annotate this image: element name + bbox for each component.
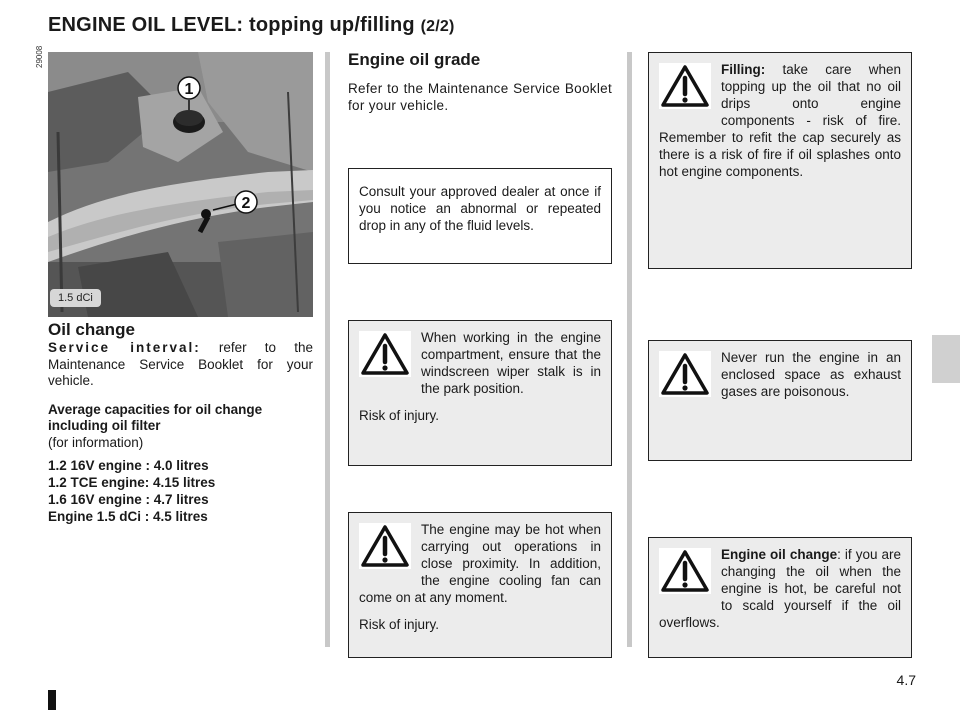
engine-photo <box>48 52 313 317</box>
dealer-note-box <box>348 168 612 264</box>
hot-engine-warning-box <box>348 512 612 658</box>
list-item: 1.2 16V engine : 4.0 litres <box>48 458 209 473</box>
filling-text: take care when topping up the oil that no oil drips onto engine components - risk of fire. Remember to refit the cap securely as there is a risk of fire if oil splashes onto hot engine components. <box>659 62 901 179</box>
warning-triangle-icon <box>659 351 711 397</box>
column-divider <box>627 52 632 647</box>
page-title-text: ENGINE OIL LEVEL: topping up/filling <box>48 14 415 36</box>
service-interval-label: Service interval: <box>48 340 201 355</box>
filling-warning-box <box>648 52 912 269</box>
wiper-warning-risk: Risk of injury. <box>359 408 440 423</box>
list-item: 1.6 16V engine : 4.7 litres <box>48 492 209 507</box>
engine-oil-grade-heading: Engine oil grade <box>348 50 481 69</box>
exhaust-warning-box <box>648 340 912 461</box>
warning-triangle-icon <box>659 548 711 594</box>
chapter-tab <box>932 335 960 383</box>
capacities-heading: Average capacities for oil change including oil filter <box>48 401 263 433</box>
warning-triangle-icon <box>359 331 411 377</box>
filling-label: Filling: <box>721 62 766 77</box>
corner-mark <box>48 690 56 710</box>
photo-ref-code: 29008 <box>35 45 44 68</box>
oil-change-section <box>48 320 313 525</box>
engine-label: 1.5 dCi <box>50 289 101 307</box>
wiper-warning-text: When working in the engine compartment, ensure that the windscreen wiper stalk is in the park position. <box>421 330 601 396</box>
oil-change-heading: Oil change <box>48 320 135 339</box>
dealer-note-text: Consult your approved dealer at once if you notice an abnormal or repeated drop in any of the fluid levels. <box>359 184 601 233</box>
warning-triangle-icon <box>659 63 711 109</box>
column-divider <box>325 52 330 647</box>
engine-oil-grade-section <box>348 50 612 114</box>
page-title <box>48 14 454 37</box>
hot-engine-warning-risk: Risk of injury. <box>359 617 440 632</box>
list-item: Engine 1.5 dCi : 4.5 litres <box>48 509 208 524</box>
warning-triangle-icon <box>359 523 411 569</box>
capacities-note: (for information) <box>48 434 144 450</box>
oil-change-warning-box <box>648 537 912 658</box>
service-interval-value: refer to the Maintenance Service Booklet for your vehicle. <box>48 340 313 388</box>
page-number: 4.7 <box>896 672 916 688</box>
oil-change-text: : if you are changing the oil when the engine is hot, be careful not to scald yourself if the oil overflows. <box>659 547 902 630</box>
exhaust-warning-text: Never run the engine in an enclosed space as exhaust gases are poisonous. <box>721 350 901 399</box>
list-item: 1.2 TCE engine: 4.15 litres <box>48 475 216 490</box>
wiper-warning-box <box>348 320 612 466</box>
engine-oil-grade-text: Refer to the Maintenance Service Booklet for your vehicle. <box>348 81 612 113</box>
service-interval-text <box>48 340 313 390</box>
hot-engine-warning-text: The engine may be hot when carrying out operations in close proximity. In addition, the engine cooling fan can come on at any moment. <box>359 522 601 605</box>
callout-1-label: 1 <box>184 81 194 98</box>
page-title-suffix: (2/2) <box>420 18 455 35</box>
callout-2-label: 2 <box>241 195 251 212</box>
capacities-list <box>48 457 313 525</box>
oil-change-label: Engine oil change <box>721 547 838 562</box>
